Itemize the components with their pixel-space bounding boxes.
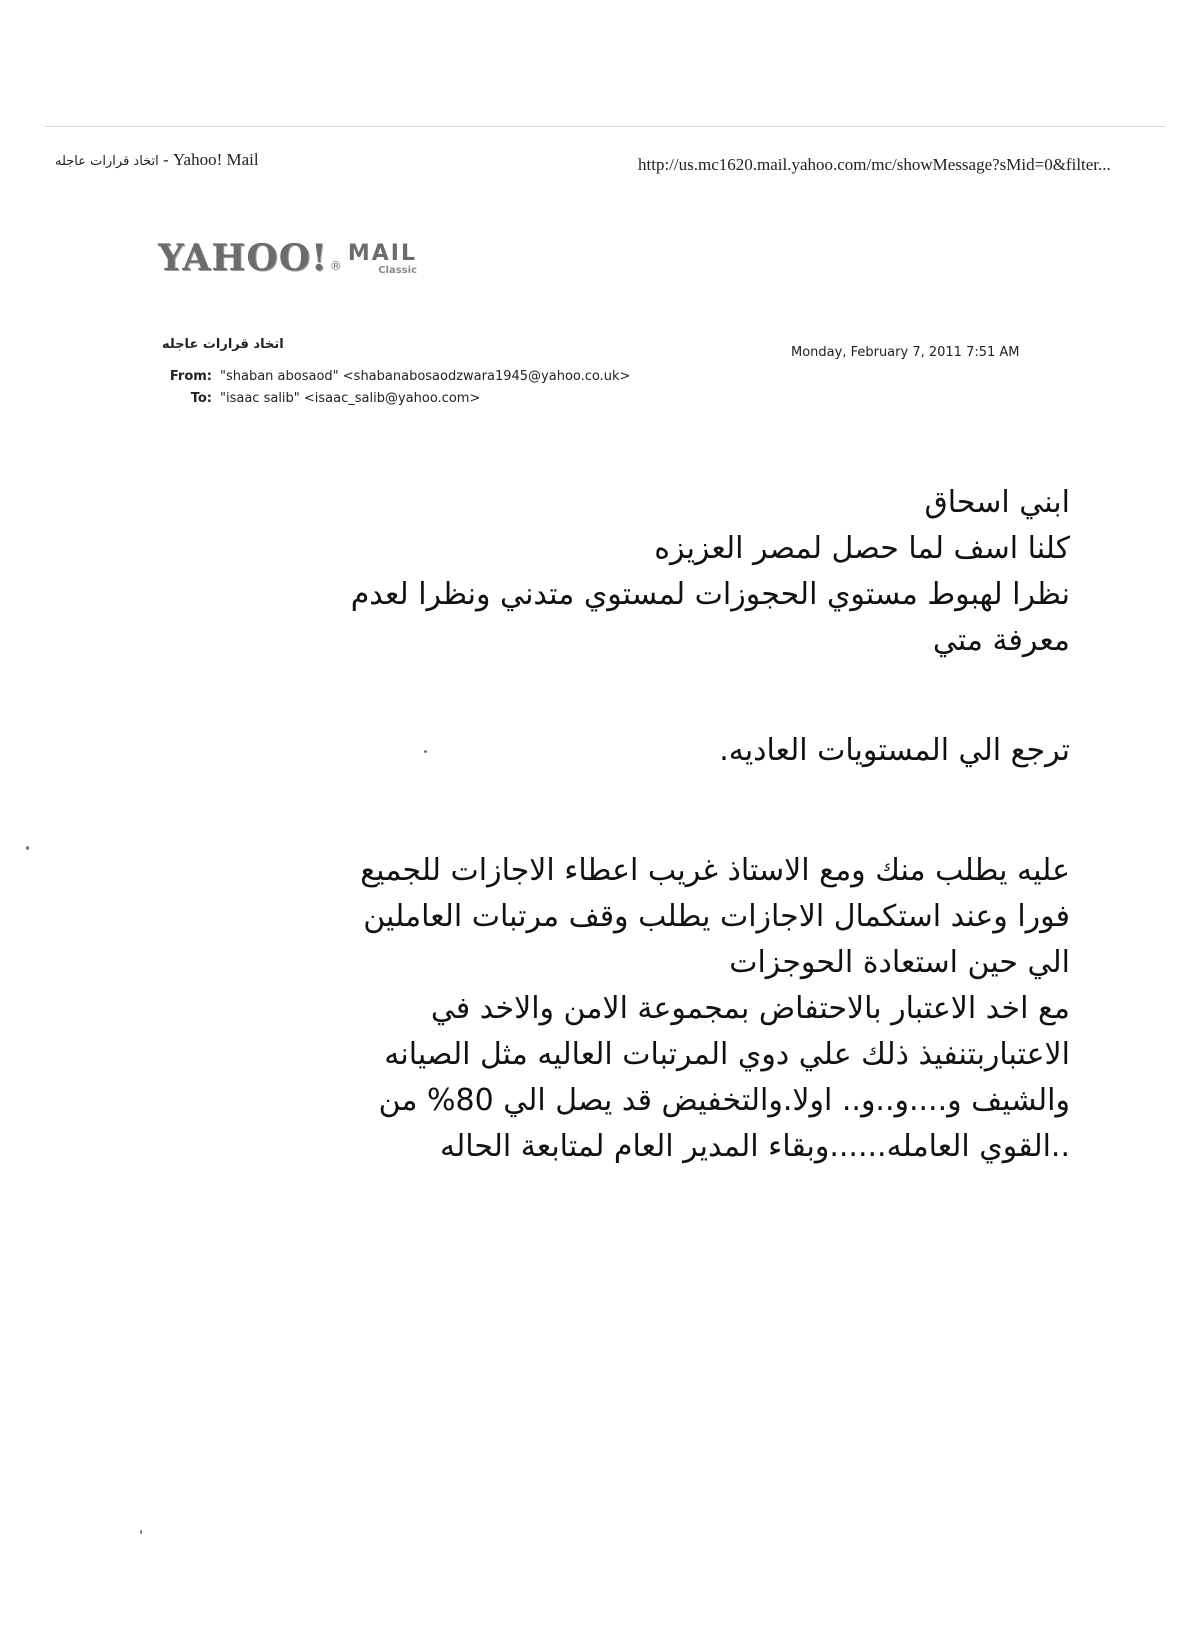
from-value: "shaban abosaod" <shabanabosaodzwara1945@yahoo.co.uk> xyxy=(220,369,631,384)
scan-speck xyxy=(26,846,29,850)
message-subject: اتخاد قرارات عاجله xyxy=(162,337,284,352)
paragraph-gap xyxy=(170,664,1070,728)
body-line: ابني اسحاق xyxy=(924,485,1070,520)
body-line: والشيف و....و..و.. اولا.والتخفيض قد يصل الي 80% من xyxy=(378,1083,1070,1118)
logo-product: MAIL xyxy=(347,241,417,266)
body-line: عليه يطلب منك ومع الاستاذ غريب اعطاء الاجازات للجميع xyxy=(360,853,1070,888)
body-line: الاعتباربتنفيذ ذلك علي دوي المرتبات العاليه مثل الصيانه xyxy=(384,1037,1070,1072)
from-label: From: xyxy=(169,369,212,384)
message-to-row xyxy=(164,391,480,406)
scan-speck xyxy=(424,750,427,753)
logo-brand: YAHOO! xyxy=(158,237,328,279)
logo-product-group xyxy=(348,243,417,276)
page-top-rule xyxy=(45,126,1165,127)
body-line: كلنا اسف لما حصل لمصر العزيزه xyxy=(654,531,1070,566)
print-header-title-arabic: اتخاد قرارات عاجله xyxy=(55,154,159,169)
print-header-url: http://us.mc1620.mail.yahoo.com/mc/showMessage?sMid=0&filter... xyxy=(638,155,1111,174)
message-body xyxy=(170,480,1070,1170)
body-line: الي حين استعادة الحوجزات xyxy=(729,945,1070,980)
to-value: "isaac salib" <isaac_salib@yahoo.com> xyxy=(220,391,481,406)
body-line: معرفة متي xyxy=(932,623,1070,658)
paragraph-gap xyxy=(170,774,1070,848)
message-date: Monday, February 7, 2011 7:51 AM xyxy=(791,345,1020,360)
print-header-separator: - xyxy=(158,150,173,169)
body-line: نظرا لهبوط مستوي الحجوزات لمستوي متدني ونظرا لعدم xyxy=(350,577,1070,612)
scan-speck xyxy=(140,1530,142,1534)
body-line: فورا وعند استكمال الاجازات يطلب وقف مرتبات العاملين xyxy=(363,899,1070,934)
message-from-row xyxy=(164,369,630,384)
body-line: ترجع الي المستويات العاديه. xyxy=(719,733,1070,768)
print-header-app-name: Yahoo! Mail xyxy=(172,150,259,169)
to-label: To: xyxy=(190,391,212,406)
yahoo-mail-logo xyxy=(158,237,417,279)
print-header-title xyxy=(55,150,259,170)
body-line: ..القوي العامله......وبقاء المدير العام لمتابعة الحاله xyxy=(440,1129,1070,1164)
logo-edition: Classic xyxy=(378,265,417,276)
body-line: مع اخد الاعتبار بالاحتفاض بمجموعة الامن والاخد في xyxy=(430,991,1070,1026)
logo-registered-mark: ® xyxy=(329,259,342,273)
